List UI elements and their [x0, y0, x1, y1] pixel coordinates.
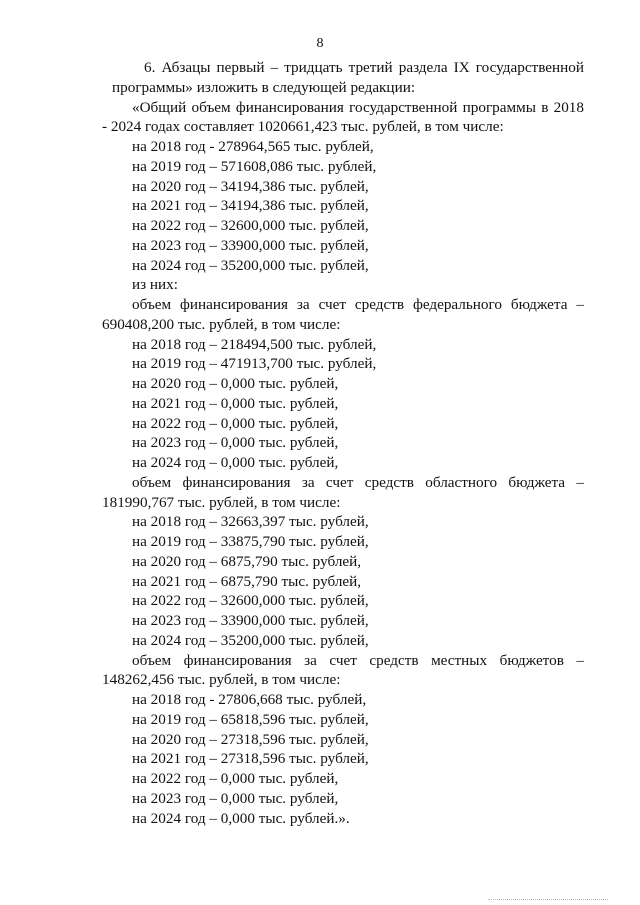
regional-year-item: на 2022 год – 32600,000 тыс. рублей,: [132, 592, 369, 610]
total-year-item: на 2019 год – 571608,086 тыс. рублей,: [132, 157, 377, 175]
total-year-item: на 2022 год – 32600,000 тыс. рублей,: [132, 217, 369, 234]
of-them-label: из них:: [132, 276, 178, 294]
total-year-item: на 2024 год – 35200,000 тыс. рублей,: [132, 256, 369, 274]
total-year-item: на 2020 год – 34194,386 тыс. рублей,: [132, 177, 369, 195]
federal-years-list: [112, 335, 584, 473]
local-year-item: на 2021 год – 27318,596 тыс. рублей,: [132, 750, 369, 768]
federal-line-1: объем финансирования за счет средств федерального бюджета –: [132, 296, 584, 313]
total-line-1: «Общий объем финансирования государственной программы в 2018: [132, 98, 584, 116]
heading-line-1: 6. Абзацы первый – тридцать третий раздела IX государственной: [144, 59, 584, 76]
local-line-1: объем финансирования за счет средств местных бюджетов –: [132, 651, 584, 669]
regional-year-item: на 2021 год – 6875,790 тыс. рублей,: [132, 572, 362, 590]
regional-line-1: объем финансирования за счет средств областного бюджета –: [132, 473, 584, 491]
local-year-item: на 2018 год - 27806,668 тыс. рублей,: [132, 691, 367, 708]
federal-year-item: на 2021 год – 0,000 тыс. рублей,: [132, 394, 339, 412]
local-year-item: на 2019 год – 65818,596 тыс. рублей,: [132, 710, 369, 728]
regional-year-item: на 2024 год – 35200,000 тыс. рублей,: [132, 631, 369, 649]
heading-line-2: программы» изложить в следующей редакции:: [112, 78, 416, 96]
regional-year-item: на 2018 год – 32663,397 тыс. рублей,: [132, 513, 369, 531]
local-year-item: на 2022 год – 0,000 тыс. рублей,: [132, 770, 339, 787]
federal-year-item: на 2020 год – 0,000 тыс. рублей,: [132, 375, 339, 392]
federal-year-item: на 2018 год – 218494,500 тыс. рублей,: [132, 335, 377, 353]
total-year-item: на 2018 год - 278964,565 тыс. рублей,: [132, 138, 374, 155]
document-body: [102, 58, 584, 828]
federal-line-2: 690408,200 тыс. рублей, в том числе:: [102, 315, 341, 333]
total-year-item: на 2023 год – 33900,000 тыс. рублей,: [132, 236, 369, 254]
local-year-item: на 2023 год – 0,000 тыс. рублей,: [132, 789, 339, 807]
federal-year-item: на 2019 год – 471913,700 тыс. рублей,: [132, 355, 377, 373]
local-year-item: на 2024 год – 0,000 тыс. рублей.».: [132, 809, 350, 827]
total-years-list: [112, 137, 584, 275]
regional-year-item: на 2020 год – 6875,790 тыс. рублей,: [132, 552, 362, 570]
regional-years-list: [112, 512, 584, 650]
local-year-item: на 2020 год – 27318,596 тыс. рублей,: [132, 730, 369, 748]
scan-artifact-divider: [488, 899, 608, 902]
regional-line-2: 181990,767 тыс. рублей, в том числе:: [102, 493, 341, 511]
total-year-item: на 2021 год – 34194,386 тыс. рублей,: [132, 197, 369, 215]
federal-year-item: на 2023 год – 0,000 тыс. рублей,: [132, 434, 339, 452]
page-number: 8: [316, 36, 324, 51]
total-line-2: - 2024 годах составляет 1020661,423 тыс. рублей, в том числе:: [102, 118, 504, 136]
federal-year-item: на 2022 год – 0,000 тыс. рублей,: [132, 414, 339, 432]
federal-year-item: на 2024 год – 0,000 тыс. рублей,: [132, 454, 339, 471]
regional-year-item: на 2023 год – 33900,000 тыс. рублей,: [132, 612, 369, 629]
local-years-list: [112, 690, 584, 828]
local-line-2: 148262,456 тыс. рублей, в том числе:: [102, 671, 341, 689]
regional-year-item: на 2019 год – 33875,790 тыс. рублей,: [132, 533, 369, 550]
